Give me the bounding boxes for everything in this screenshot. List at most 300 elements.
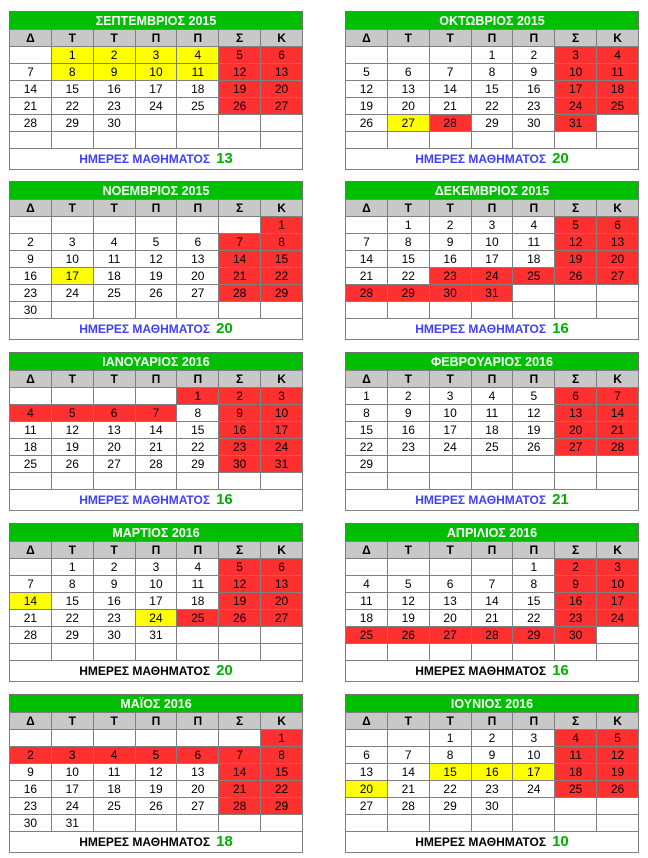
empty-cell <box>51 473 93 490</box>
empty-cell <box>471 456 513 473</box>
empty-cell <box>471 815 513 832</box>
week-row <box>346 217 639 234</box>
day-cell: 11 <box>177 64 219 81</box>
day-cell: 25 <box>346 627 388 644</box>
day-cell: 21 <box>387 781 429 798</box>
day-cell: 20 <box>93 439 135 456</box>
week-row <box>346 815 639 832</box>
school-days-count: 18 <box>216 833 233 850</box>
week-row <box>10 593 303 610</box>
school-days-count: 20 <box>216 320 233 337</box>
day-cell: 29 <box>346 456 388 473</box>
day-cell: 11 <box>513 234 555 251</box>
day-cell: 7 <box>10 576 52 593</box>
day-cell: 4 <box>177 47 219 64</box>
empty-cell <box>219 302 261 319</box>
empty-cell <box>10 473 52 490</box>
day-cell: 22 <box>51 610 93 627</box>
school-days-count: 16 <box>552 320 569 337</box>
weekday-header: Σ <box>555 542 597 559</box>
week-row <box>10 747 303 764</box>
day-cell: 7 <box>387 747 429 764</box>
day-cell: 30 <box>513 115 555 132</box>
weekday-header: Κ <box>597 542 639 559</box>
month-grid <box>9 199 303 340</box>
month-calendar <box>9 523 303 682</box>
empty-cell <box>513 815 555 832</box>
weekday-header: Δ <box>346 542 388 559</box>
day-cell: 19 <box>387 610 429 627</box>
day-cell: 10 <box>51 764 93 781</box>
weekday-header: Σ <box>219 542 261 559</box>
week-row <box>10 610 303 627</box>
week-row <box>10 559 303 576</box>
empty-cell <box>555 285 597 302</box>
day-cell: 22 <box>513 610 555 627</box>
day-cell: 2 <box>10 747 52 764</box>
day-cell: 21 <box>219 268 261 285</box>
weekday-header: Π <box>135 200 177 217</box>
week-row <box>10 268 303 285</box>
day-cell: 30 <box>93 627 135 644</box>
empty-cell <box>387 559 429 576</box>
day-cell: 1 <box>346 388 388 405</box>
week-row <box>346 47 639 64</box>
weekday-header-row <box>346 30 639 47</box>
empty-cell <box>51 302 93 319</box>
empty-cell <box>346 217 388 234</box>
day-cell: 8 <box>471 64 513 81</box>
school-days-count: 10 <box>552 833 569 850</box>
empty-cell <box>429 456 471 473</box>
day-cell: 13 <box>597 234 639 251</box>
empty-cell <box>51 217 93 234</box>
month-calendar <box>345 352 639 511</box>
week-row <box>10 47 303 64</box>
day-cell: 12 <box>513 405 555 422</box>
weekday-header: Σ <box>555 200 597 217</box>
day-cell: 7 <box>429 64 471 81</box>
day-cell: 16 <box>10 781 52 798</box>
weekday-header: Π <box>135 371 177 388</box>
week-row <box>10 422 303 439</box>
day-cell: 12 <box>219 64 261 81</box>
empty-cell <box>597 473 639 490</box>
day-cell: 26 <box>387 627 429 644</box>
day-cell: 30 <box>471 798 513 815</box>
empty-cell <box>10 217 52 234</box>
day-cell: 29 <box>513 627 555 644</box>
month-calendar <box>9 181 303 340</box>
empty-cell <box>219 473 261 490</box>
day-cell: 27 <box>597 268 639 285</box>
day-cell: 10 <box>597 576 639 593</box>
empty-cell <box>10 559 52 576</box>
empty-cell <box>177 132 219 149</box>
day-cell: 9 <box>555 576 597 593</box>
day-cell: 10 <box>555 64 597 81</box>
day-cell: 12 <box>51 422 93 439</box>
day-cell: 1 <box>51 47 93 64</box>
month-grid <box>9 541 303 682</box>
day-cell: 22 <box>429 781 471 798</box>
weekday-header: Σ <box>555 713 597 730</box>
day-cell: 20 <box>429 610 471 627</box>
day-cell: 2 <box>93 47 135 64</box>
day-cell: 15 <box>471 81 513 98</box>
day-cell: 22 <box>471 98 513 115</box>
weekday-header: Κ <box>261 200 303 217</box>
day-cell: 19 <box>513 422 555 439</box>
day-cell: 24 <box>513 781 555 798</box>
day-cell: 9 <box>513 64 555 81</box>
week-row <box>346 730 639 747</box>
weekday-header: Τ <box>93 30 135 47</box>
week-row <box>346 747 639 764</box>
day-cell: 17 <box>51 268 93 285</box>
weekday-header: Π <box>471 200 513 217</box>
empty-cell <box>429 644 471 661</box>
day-cell: 14 <box>387 764 429 781</box>
day-cell: 18 <box>597 81 639 98</box>
weekday-header: Τ <box>93 713 135 730</box>
weekday-header: Τ <box>93 371 135 388</box>
weekday-header: Π <box>177 542 219 559</box>
day-cell: 15 <box>261 251 303 268</box>
weekday-header: Δ <box>346 371 388 388</box>
school-days-label: ΗΜΕΡΕΣ ΜΑΘΗΜΑΤΟΣ <box>79 835 211 849</box>
day-cell: 25 <box>93 798 135 815</box>
school-days-count: 16 <box>216 491 233 508</box>
weekday-header-row <box>346 713 639 730</box>
school-days-label: ΗΜΕΡΕΣ ΜΑΘΗΜΑΤΟΣ <box>79 152 211 166</box>
day-cell: 20 <box>597 251 639 268</box>
month-calendar <box>345 694 639 853</box>
day-cell: 3 <box>597 559 639 576</box>
day-cell: 11 <box>10 422 52 439</box>
weekday-header: Π <box>471 713 513 730</box>
day-cell: 15 <box>513 593 555 610</box>
empty-cell <box>597 302 639 319</box>
day-cell: 27 <box>346 798 388 815</box>
day-cell: 6 <box>177 234 219 251</box>
day-cell: 25 <box>471 439 513 456</box>
empty-cell <box>51 644 93 661</box>
day-cell: 4 <box>346 576 388 593</box>
empty-cell <box>10 132 52 149</box>
day-cell: 8 <box>513 576 555 593</box>
month-grid <box>345 199 639 340</box>
weekday-header-row <box>10 713 303 730</box>
week-row <box>346 285 639 302</box>
day-cell: 23 <box>93 610 135 627</box>
weekday-header: Σ <box>555 371 597 388</box>
day-cell: 3 <box>135 559 177 576</box>
day-cell: 5 <box>555 217 597 234</box>
empty-cell <box>135 815 177 832</box>
day-cell: 26 <box>219 98 261 115</box>
empty-cell <box>261 644 303 661</box>
empty-cell <box>135 132 177 149</box>
day-cell: 28 <box>219 285 261 302</box>
empty-cell <box>219 115 261 132</box>
day-cell: 27 <box>177 798 219 815</box>
weekday-header-row <box>10 30 303 47</box>
day-cell: 24 <box>261 439 303 456</box>
month-grid <box>9 370 303 511</box>
weekday-header: Π <box>471 30 513 47</box>
school-days-count: 13 <box>216 150 233 167</box>
weekday-header: Π <box>177 30 219 47</box>
empty-cell <box>177 115 219 132</box>
day-cell: 15 <box>261 764 303 781</box>
day-cell: 17 <box>429 422 471 439</box>
school-days-label: ΗΜΕΡΕΣ ΜΑΘΗΜΑΤΟΣ <box>415 152 547 166</box>
school-days-count: 21 <box>552 491 569 508</box>
school-days-count: 20 <box>216 662 233 679</box>
day-cell: 18 <box>513 251 555 268</box>
day-cell: 28 <box>135 456 177 473</box>
empty-cell <box>93 644 135 661</box>
week-row <box>346 132 639 149</box>
empty-cell <box>429 559 471 576</box>
empty-cell <box>135 217 177 234</box>
day-cell: 30 <box>10 302 52 319</box>
empty-cell <box>513 285 555 302</box>
day-cell: 26 <box>135 798 177 815</box>
empty-cell <box>346 302 388 319</box>
day-cell: 4 <box>93 234 135 251</box>
day-cell: 20 <box>261 81 303 98</box>
empty-cell <box>387 730 429 747</box>
weekday-header: Σ <box>219 371 261 388</box>
empty-cell <box>10 644 52 661</box>
week-row <box>346 98 639 115</box>
week-row <box>10 576 303 593</box>
day-cell: 12 <box>555 234 597 251</box>
empty-cell <box>429 47 471 64</box>
empty-cell <box>261 132 303 149</box>
day-cell: 13 <box>555 405 597 422</box>
day-cell: 25 <box>93 285 135 302</box>
weekday-header: Π <box>513 200 555 217</box>
day-cell: 22 <box>387 268 429 285</box>
weekday-header: Δ <box>10 30 52 47</box>
empty-cell <box>387 473 429 490</box>
day-cell: 17 <box>135 81 177 98</box>
day-cell: 14 <box>10 81 52 98</box>
day-cell: 7 <box>346 234 388 251</box>
week-row <box>10 473 303 490</box>
day-cell: 12 <box>135 251 177 268</box>
month-title: ΜΑΡΤΙΟΣ 2016 <box>9 523 303 541</box>
school-days-summary <box>346 832 639 853</box>
weekday-header: Σ <box>219 713 261 730</box>
day-cell: 6 <box>387 64 429 81</box>
day-cell: 11 <box>597 64 639 81</box>
empty-cell <box>471 132 513 149</box>
empty-cell <box>177 627 219 644</box>
day-cell: 3 <box>51 234 93 251</box>
day-cell: 27 <box>387 115 429 132</box>
weekday-header: Τ <box>429 371 471 388</box>
weekday-header: Κ <box>597 200 639 217</box>
day-cell: 9 <box>10 764 52 781</box>
day-cell: 28 <box>219 798 261 815</box>
day-cell: 28 <box>429 115 471 132</box>
week-row <box>10 115 303 132</box>
month-title: ΔΕΚΕΜΒΡΙΟΣ 2015 <box>345 181 639 199</box>
day-cell: 5 <box>513 388 555 405</box>
day-cell: 24 <box>555 98 597 115</box>
day-cell: 29 <box>51 115 93 132</box>
week-row <box>346 576 639 593</box>
weekday-header: Δ <box>10 542 52 559</box>
weekday-header: Τ <box>387 30 429 47</box>
footer-row <box>346 319 639 340</box>
empty-cell <box>429 132 471 149</box>
empty-cell <box>93 217 135 234</box>
day-cell: 7 <box>10 64 52 81</box>
day-cell: 13 <box>261 576 303 593</box>
day-cell: 14 <box>429 81 471 98</box>
day-cell: 29 <box>429 798 471 815</box>
school-days-count: 20 <box>552 150 569 167</box>
month-calendar <box>9 11 303 170</box>
empty-cell <box>219 217 261 234</box>
day-cell: 10 <box>429 405 471 422</box>
day-cell: 16 <box>10 268 52 285</box>
day-cell: 10 <box>513 747 555 764</box>
weekday-header: Π <box>135 713 177 730</box>
weekday-header: Δ <box>346 713 388 730</box>
day-cell: 12 <box>346 81 388 98</box>
week-row <box>10 251 303 268</box>
weekday-header: Τ <box>429 713 471 730</box>
weekday-header-row <box>346 542 639 559</box>
day-cell: 3 <box>261 388 303 405</box>
day-cell: 26 <box>597 781 639 798</box>
day-cell: 17 <box>261 422 303 439</box>
day-cell: 13 <box>261 64 303 81</box>
school-days-summary <box>10 661 303 682</box>
empty-cell <box>261 115 303 132</box>
day-cell: 10 <box>471 234 513 251</box>
day-cell: 2 <box>429 217 471 234</box>
day-cell: 14 <box>10 593 52 610</box>
day-cell: 9 <box>387 405 429 422</box>
week-row <box>10 644 303 661</box>
day-cell: 4 <box>93 747 135 764</box>
day-cell: 10 <box>51 251 93 268</box>
weekday-header: Π <box>177 713 219 730</box>
day-cell: 20 <box>346 781 388 798</box>
day-cell: 17 <box>471 251 513 268</box>
empty-cell <box>51 132 93 149</box>
day-cell: 24 <box>51 798 93 815</box>
day-cell: 30 <box>555 627 597 644</box>
weekday-header: Δ <box>10 371 52 388</box>
day-cell: 8 <box>387 234 429 251</box>
weekday-header: Π <box>513 30 555 47</box>
empty-cell <box>597 815 639 832</box>
empty-cell <box>513 132 555 149</box>
footer-row <box>346 832 639 853</box>
week-row <box>10 730 303 747</box>
day-cell: 27 <box>93 456 135 473</box>
week-row <box>10 764 303 781</box>
footer-row <box>10 490 303 511</box>
day-cell: 3 <box>555 47 597 64</box>
day-cell: 23 <box>429 268 471 285</box>
day-cell: 21 <box>346 268 388 285</box>
empty-cell <box>387 644 429 661</box>
day-cell: 29 <box>261 798 303 815</box>
day-cell: 9 <box>10 251 52 268</box>
day-cell: 17 <box>513 764 555 781</box>
week-row <box>346 405 639 422</box>
day-cell: 27 <box>177 285 219 302</box>
empty-cell <box>10 47 52 64</box>
weekday-header: Κ <box>261 542 303 559</box>
day-cell: 6 <box>429 576 471 593</box>
weekday-header: Σ <box>219 200 261 217</box>
empty-cell <box>93 132 135 149</box>
day-cell: 8 <box>177 405 219 422</box>
week-row <box>346 456 639 473</box>
day-cell: 11 <box>93 764 135 781</box>
empty-cell <box>513 644 555 661</box>
day-cell: 29 <box>51 627 93 644</box>
month-title: ΟΚΤΩΒΡΙΟΣ 2015 <box>345 11 639 29</box>
day-cell: 4 <box>597 47 639 64</box>
empty-cell <box>597 115 639 132</box>
day-cell: 24 <box>51 285 93 302</box>
empty-cell <box>597 627 639 644</box>
day-cell: 8 <box>429 747 471 764</box>
empty-cell <box>513 473 555 490</box>
school-days-summary <box>10 832 303 853</box>
day-cell: 9 <box>93 576 135 593</box>
day-cell: 31 <box>135 627 177 644</box>
empty-cell <box>135 730 177 747</box>
day-cell: 27 <box>429 627 471 644</box>
empty-cell <box>513 456 555 473</box>
day-cell: 12 <box>219 576 261 593</box>
empty-cell <box>135 302 177 319</box>
day-cell: 27 <box>261 98 303 115</box>
day-cell: 16 <box>93 81 135 98</box>
day-cell: 12 <box>387 593 429 610</box>
day-cell: 4 <box>177 559 219 576</box>
day-cell: 13 <box>387 81 429 98</box>
empty-cell <box>177 302 219 319</box>
day-cell: 13 <box>346 764 388 781</box>
empty-cell <box>597 456 639 473</box>
weekday-header: Π <box>135 30 177 47</box>
day-cell: 19 <box>135 781 177 798</box>
empty-cell <box>555 132 597 149</box>
week-row <box>346 251 639 268</box>
weekday-header: Π <box>177 371 219 388</box>
weekday-header: Τ <box>387 200 429 217</box>
day-cell: 13 <box>93 422 135 439</box>
day-cell: 8 <box>346 405 388 422</box>
day-cell: 6 <box>261 47 303 64</box>
school-days-count: 16 <box>552 662 569 679</box>
empty-cell <box>219 132 261 149</box>
empty-cell <box>346 815 388 832</box>
